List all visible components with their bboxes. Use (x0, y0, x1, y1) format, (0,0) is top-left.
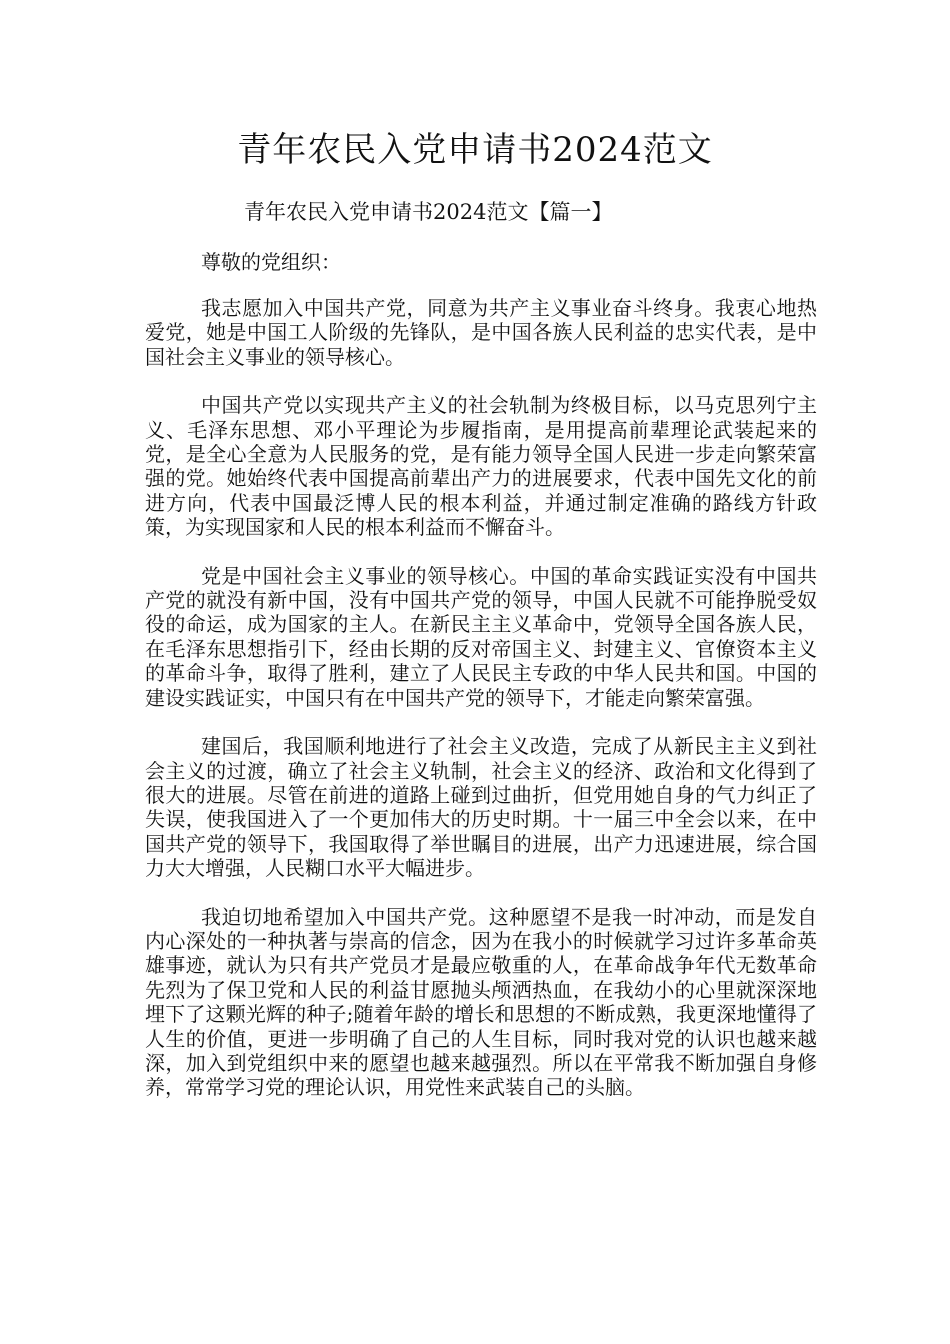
salutation: 尊敬的党组织： (201, 250, 341, 274)
document-subtitle: 青年农民入党申请书2024范文【篇一】 (244, 200, 613, 224)
document-title: 青年农民入党申请书2024范文 (237, 130, 713, 170)
paragraph-5: 我迫切地希望加入中国共产党。这种愿望不是我一时冲动，而是发自内心深处的一种执著与崇高的信念，因为在我小的时候就学习过许多革命英雄事迹，就认为只有共产党员才是最应敬重的人，在革命战争年代无数革命先烈为了保卫党和人民的利益甘愿抛头颅洒热血，在我幼小的心里就深深地埋下了这颗光辉的种子;随着年龄的增长和思想的不断成熟，我更深地懂得了人生的价值，更进一步明确了自己的人生目标，同时我对党的认识也越来越深，加入到党组织中来的愿望也越来越强烈。所以在平常我不断加强自身修养，常常学习党的理论认识，用党性来武装自己的头脑。 (145, 904, 817, 1100)
paragraph-1: 我志愿加入中国共产党，同意为共产主义事业奋斗终身。我衷心地热爱党，她是中国工人阶级的先锋队，是中国各族人民利益的忠实代表，是中国社会主义事业的领导核心。 (145, 296, 817, 369)
paragraph-3: 党是中国社会主义事业的领导核心。中国的革命实践证实没有中国共产党的就没有新中国，没有中国共产党的领导，中国人民就不可能挣脱受奴役的命运，成为国家的主人。在新民主主义革命中，党领导全国各族人民，在毛泽东思想指引下，经由长期的反对帝国主义、封建主义、官僚资本主义的革命斗争，取得了胜利，建立了人民民主专政的中华人民共和国。中国的建设实践证实，中国只有在中国共产党的领导下，才能走向繁荣富强。 (145, 563, 817, 710)
body-text (145, 296, 817, 1124)
paragraph-2: 中国共产党以实现共产主义的社会轨制为终极目标，以马克思列宁主义、毛泽东思想、邓小平理论为步履指南，是用提高前辈理论武装起来的党，是全心全意为人民服务的党，是有能力领导全国人民进一步走向繁荣富强的党。她始终代表中国提高前辈出产力的进展要求，代表中国先文化的前进方向，代表中国最泛博人民的根本利益，并通过制定准确的路线方针政策，为实现国家和人民的根本利益而不懈奋斗。 (145, 393, 817, 540)
paragraph-4: 建国后，我国顺利地进行了社会主义改造，完成了从新民主主义到社会主义的过渡，确立了社会主义轨制，社会主义的经济、政治和文化得到了很大的进展。尽管在前进的道路上碰到过曲折，但党用她自身的气力纠正了失误，使我国进入了一个更加伟大的历史时期。十一届三中全会以来，在中国共产党的领导下，我国取得了举世瞩目的进展，出产力迅速进展，综合国力大大增强，人民糊口水平大幅进步。 (145, 734, 817, 881)
